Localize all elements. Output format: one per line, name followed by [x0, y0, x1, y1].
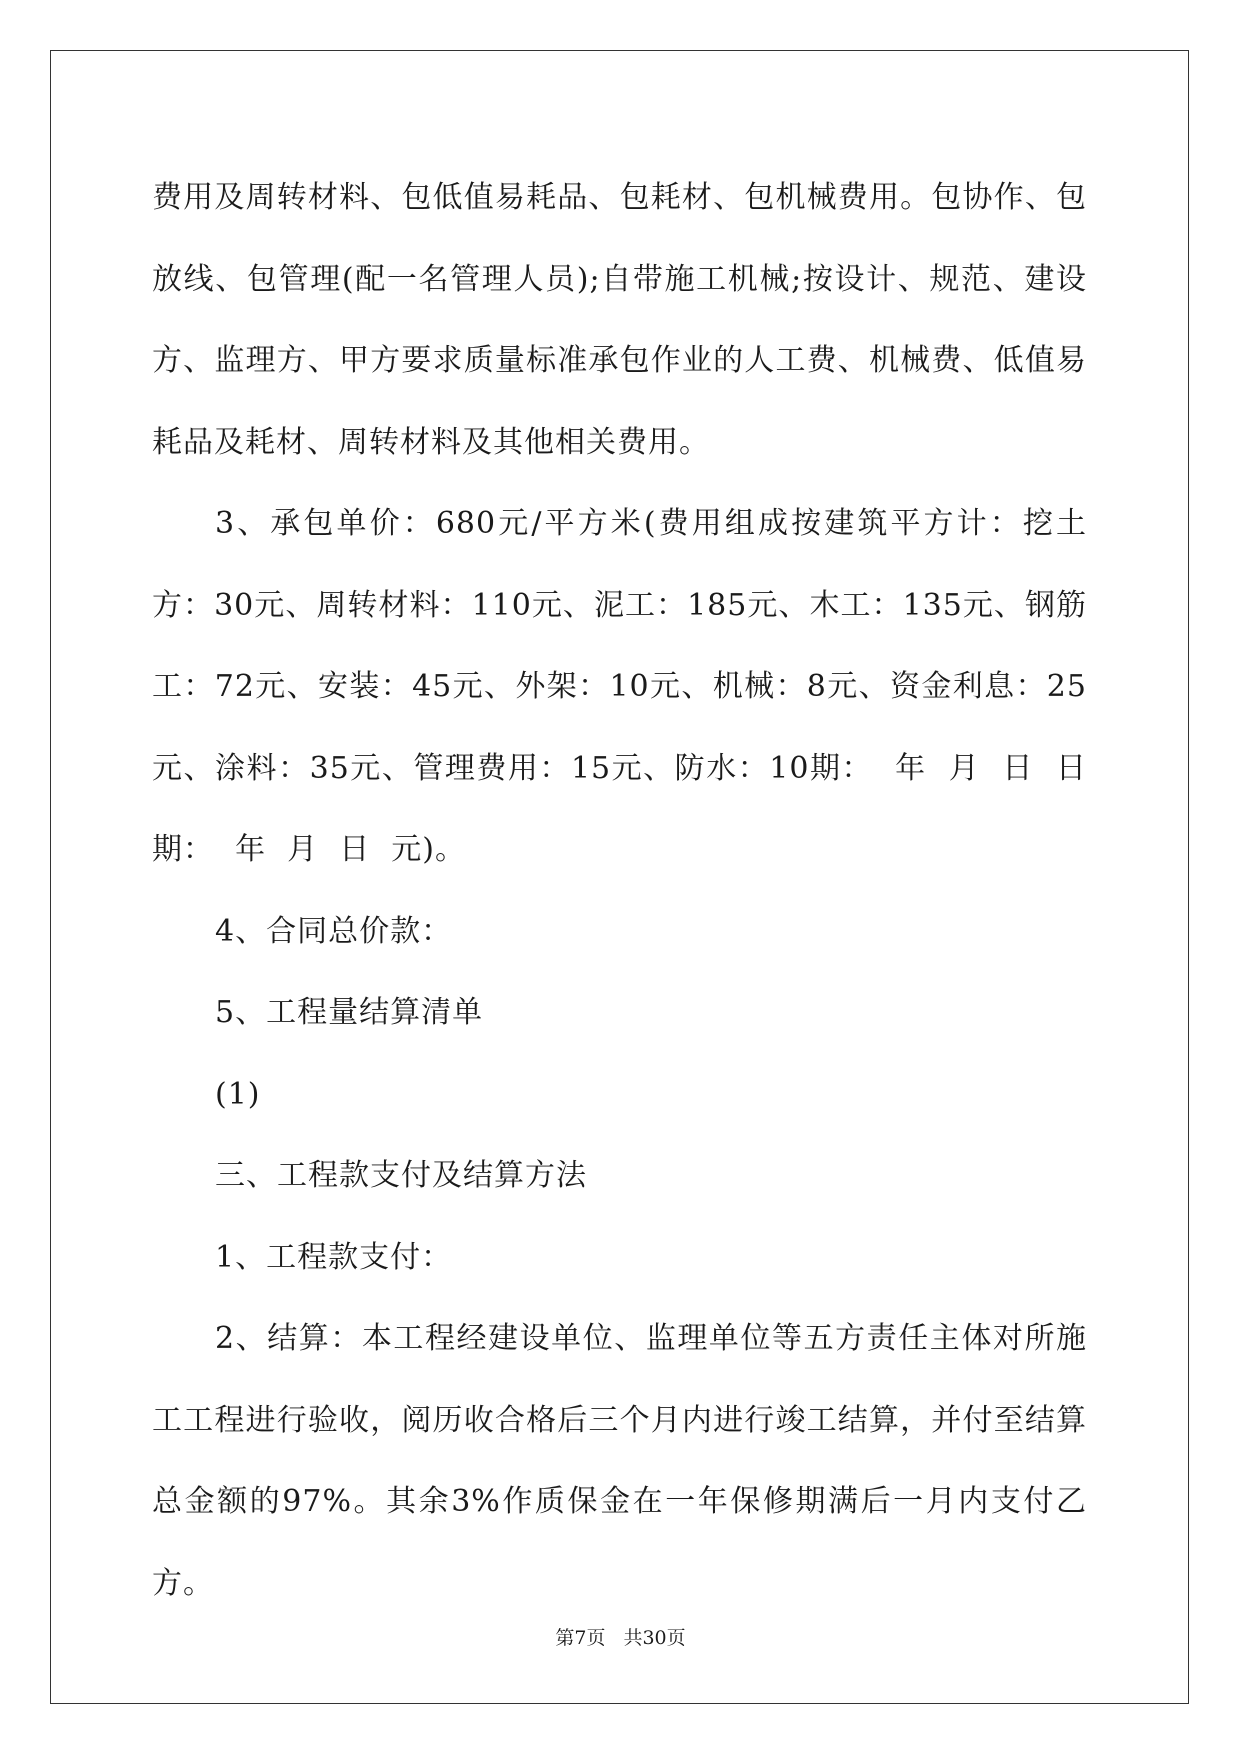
paragraph-contract-total: 4、合同总价款： — [215, 913, 453, 949]
page-number: 第7页 — [555, 1627, 606, 1649]
page-total: 共30页 — [623, 1627, 686, 1649]
paragraph-quantity-list: 5、工程量结算清单 — [215, 995, 484, 1030]
page-footer — [0, 1623, 1241, 1650]
section-heading-payment: 三、工程款支付及结算方法 — [215, 1158, 587, 1193]
paragraph-unit-price: 3、承包单价：680元/平方米(费用组成按建筑平方计：挖土方：30元、周转材料：110元、泥工：185元、木工：135元、钢筋工：72元、安装：45元、外架：10元、机械：8元、资金利息：25元、涂料：35元、管理费用：15元、防水：10期： 年 月 日 日期： 年 月 日 元)。 — [152, 506, 1087, 867]
paragraph-payment: 1、工程款支付： — [215, 1239, 453, 1275]
paragraph-item-1: (1) — [215, 1076, 261, 1112]
paragraph-1: 费用及周转材料、包低值易耗品、包耗材、包机械费用。包协作、包放线、包管理(配一名管理人员);自带施工机械;按设计、规范、建设方、监理方、甲方要求质量标准承包作业的人工费、机械费、低值易耗品及耗材、周转材料及其他相关费用。 — [152, 180, 1087, 460]
paragraph-settlement: 2、结算：本工程经建设单位、监理单位等五方责任主体对所施工工程进行验收，阅历收合格后三个月内进行竣工结算，并付至结算总金额的97%。其余3%作质保金在一年保修期满后一月内支付乙方。 — [152, 1321, 1087, 1601]
document-body — [152, 157, 1087, 1624]
